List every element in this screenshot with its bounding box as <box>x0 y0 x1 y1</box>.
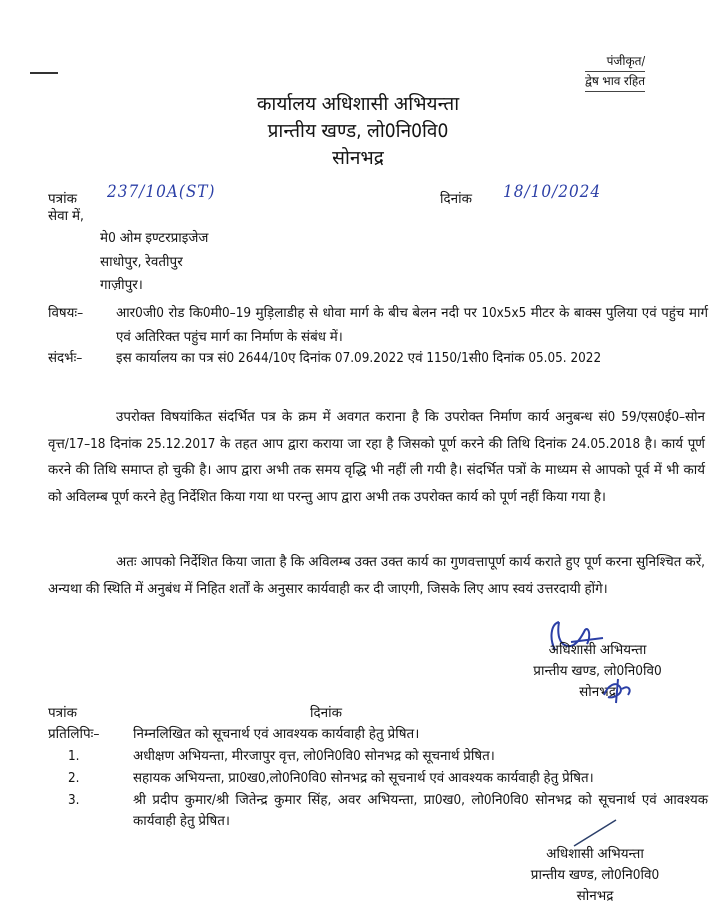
copy-item-text: अधीक्षण अभियन्ता, मीरजापुर वृत्त, लो0नि0वि0 सोनभद्र को सूचनार्थ प्रेषित। <box>133 749 495 764</box>
paragraph-2 <box>48 550 705 603</box>
signature-2-designation: अधिशासी अभियन्ता <box>546 846 644 862</box>
dinank-label: दिनांक <box>440 191 473 207</box>
reference-row <box>48 347 708 371</box>
reference-label: संदर्भः– <box>48 351 83 366</box>
copy-item-text: श्री प्रदीप कुमार/श्री जितेन्द्र कुमार सिंह, अवर अभियन्ता, प्रा0ख0, लो0नि0वि0 सोनभद्र को सूचनार्थ एवं आवश्यक कार्यवाही हेतु प्रेषित। <box>133 793 708 829</box>
paragraph-1 <box>48 405 705 511</box>
copy-item-text: सहायक अभियन्ता, प्रा0ख0,लो0नि0वि0 सोनभद्र को सूचनार्थ एवं आवश्यक कार्यवाही हेतु प्रेषित। <box>133 771 594 786</box>
letterhead-office: कार्यालय अधिशासी अभियन्ता <box>256 93 460 115</box>
addressee-line: गाज़ीपुर। <box>100 277 143 293</box>
signature-2-division: प्रान्तीय खण्ड, लो0नि0वि0 <box>530 867 660 883</box>
copy-label: प्रतिलिपिः– <box>48 726 100 742</box>
top-left-dash <box>30 72 58 74</box>
letterhead-division: प्रान्तीय खण्ड, लो0नि0वि0 <box>267 120 449 142</box>
signature-1-division: प्रान्तीय खण्ड, लो0नि0वि0 <box>533 663 662 679</box>
copy-item-number: 3. <box>68 793 80 808</box>
salutation: सेवा में, <box>48 208 84 224</box>
copy-item <box>48 768 708 789</box>
copy-patrank-label: पत्रांक <box>48 705 77 721</box>
paragraph-2-text: अतः आपको निर्देशित किया जाता है कि अविलम्ब उक्त उक्त कार्य का गुणवत्तापूर्ण कार्य कराते हुए पूर्ण करना सुनिश्चित करें, अन्यथा की स्थिति में अनुबंध में निहित शर्तों के अनुसार कार्यवाही कर दी जाएगी, जिसके लिए आप स्वयं उत्तरदायी होंगे। <box>48 555 705 597</box>
paragraph-1-text: उपरोक्त विषयांकित संदर्भित पत्र के क्रम में अवगत कराना है कि उपरोक्त निर्माण कार्य अनुबन्ध सं0 59/एस0ई0–सोन वृत्त/17–18 दिनांक 25.12.2017 के तहत आप द्वारा कराया जा रहा है जिसको पूर्ण करने की तिथि दिनांक 24.05.2018 है। कार्य पूर्ण करने की तिथि समाप्त हो चुकी है। आप द्वारा अभी तक समय वृद्धि भी नहीं ली गयी है। संदर्भित पत्रों के माध्यम से आपको पूर्व में भी कार्य को अविलम्ब पूर्ण करने हेतु निर्देशित किया गया था परन्तु आप द्वारा अभी तक उपरोक्त कार्य को पूर्ण नहीं किया गया है। <box>48 410 705 505</box>
dinank-value: 18/10/2024 <box>503 182 602 202</box>
registration-line-2: द्वेष भाव रहित <box>585 72 645 92</box>
copy-item-number: 1. <box>68 749 80 764</box>
initials-mark <box>600 675 635 705</box>
copy-item <box>48 746 708 767</box>
signature-1-district: सोनभद्र <box>579 684 616 700</box>
copy-item-number: 2. <box>68 771 80 786</box>
subject-label: विषयः– <box>48 306 84 321</box>
addressee-line: मे0 ओम इण्टरप्राइजेज <box>100 230 209 246</box>
copy-dinank-label: दिनांक <box>310 705 343 721</box>
patrank-label: पत्रांक <box>48 191 77 207</box>
signature-1-designation: अधिशासी अभियन्ता <box>548 642 647 658</box>
letterhead-district: सोनभद्र <box>332 147 384 169</box>
registration-mark <box>585 52 645 92</box>
subject-row <box>48 302 708 350</box>
subject-text: आर0जी0 रोड कि0मी0–19 मुड़िलाडीह से धोवा मार्ग के बीच बेलन नदी पर 10x5x5 मीटर के बाक्स पुलिया एवं पहुंच मार्ग एवं अतिरिक्त पहुंच मार्ग का निर्माण के संबंध में। <box>116 306 708 345</box>
reference-text: इस कार्यालय का पत्र सं0 2644/10ए दिनांक 07.09.2022 एवं 1150/1सी0 दिनांक 05.05. 2022 <box>116 351 602 366</box>
patrank-value: 237/10A(ST) <box>107 182 216 202</box>
addressee-line: साधोपुर, रेवतीपुर <box>100 254 183 270</box>
copy-intro: निम्नलिखित को सूचनार्थ एवं आवश्यक कार्यवाही हेतु प्रेषित। <box>133 726 420 742</box>
registration-line-1: पंजीकृत/ <box>585 52 645 72</box>
signature-2-district: सोनभद्र <box>576 888 614 904</box>
